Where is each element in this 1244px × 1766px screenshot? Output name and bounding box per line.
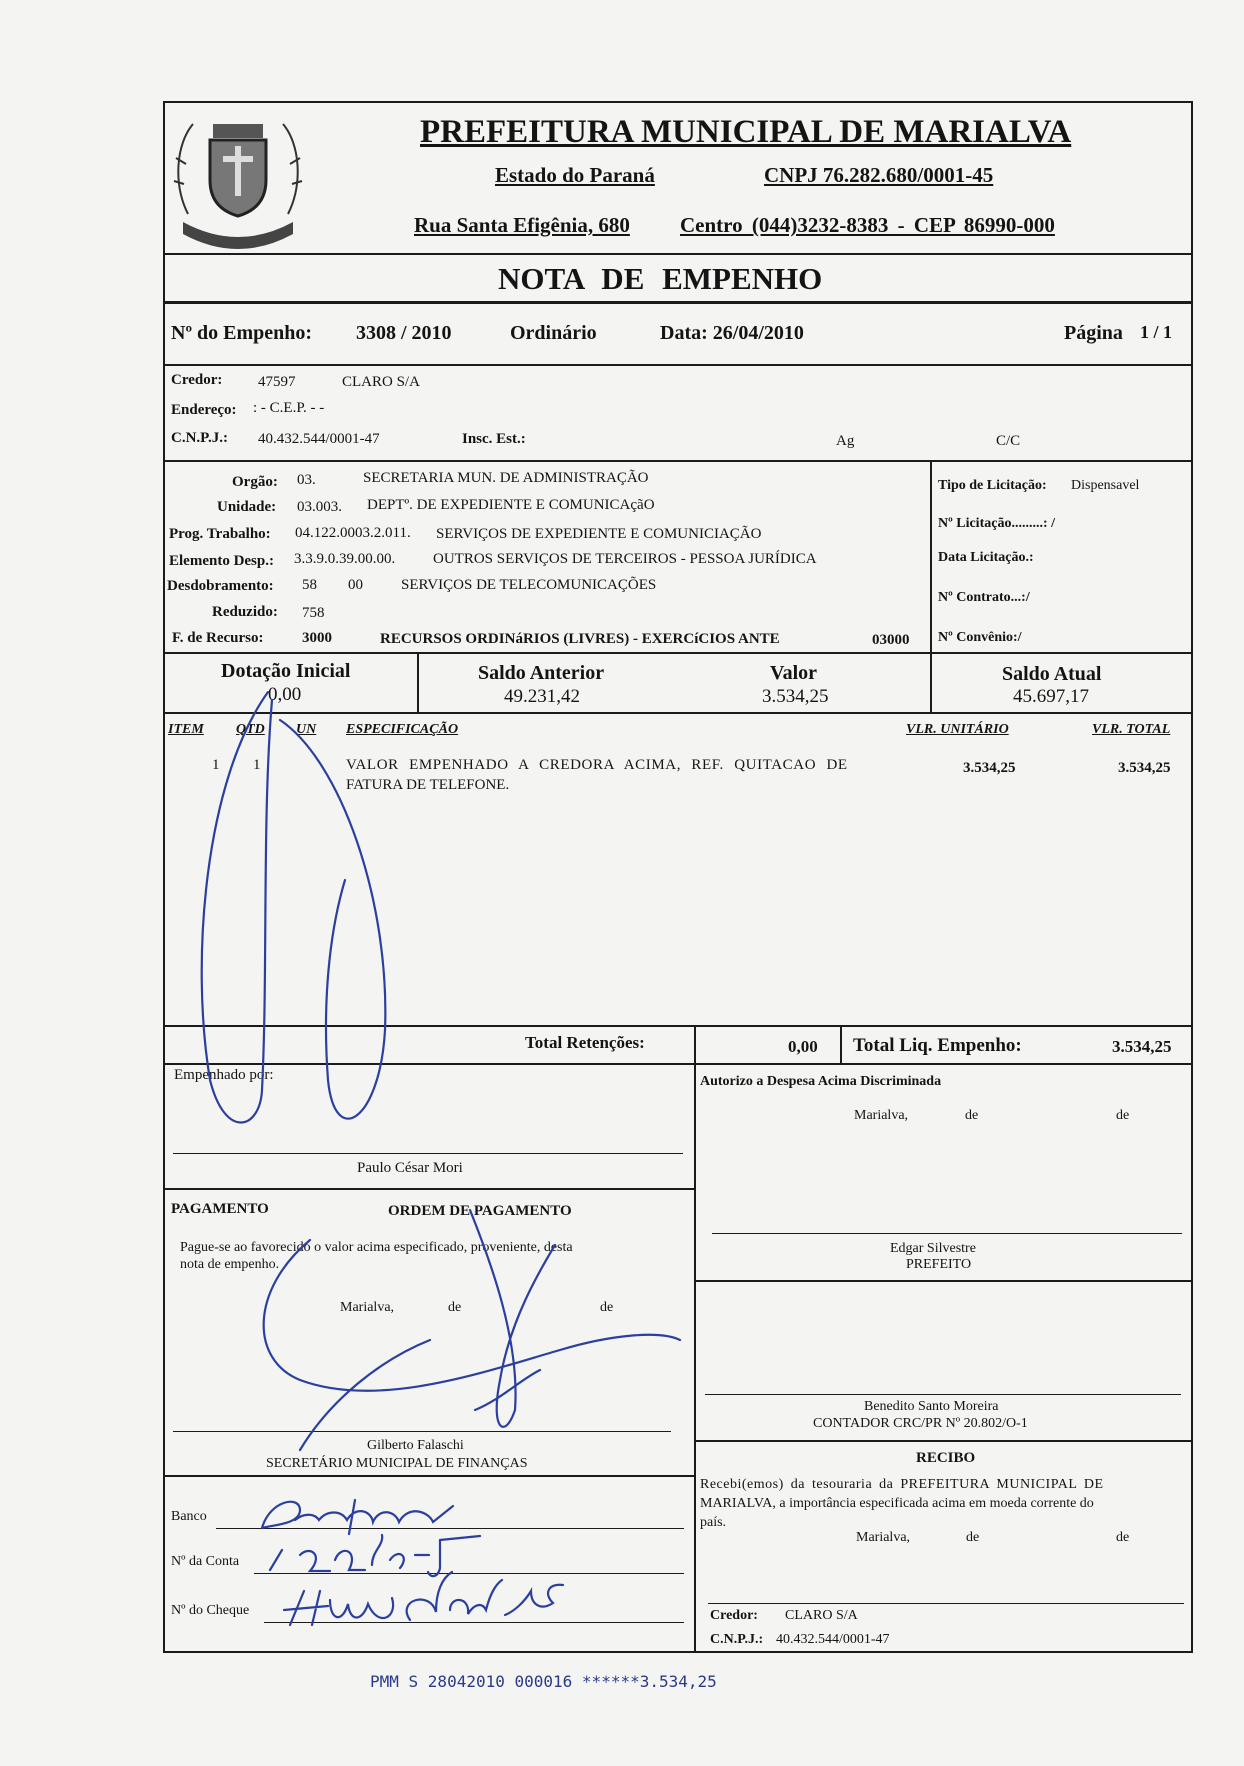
empenho-number: 3308 / 2010 — [356, 322, 452, 344]
coat-of-arms-logo — [168, 104, 308, 254]
col-especificacao: ESPECIFICAÇÃO — [346, 722, 459, 737]
ag-label: Ag — [836, 433, 855, 449]
prog-label: Prog. Trabalho: — [169, 526, 271, 542]
printed-stamp: PMM S 28042010 000016 ******3.534,25 — [370, 1672, 717, 1691]
recibo-cnpj-label: C.N.P.J.: — [710, 1632, 764, 1647]
tipo-licitacao-label: Tipo de Licitação: — [938, 478, 1047, 493]
empenho-label: Nº do Empenho: — [171, 322, 313, 344]
unidade-desc: DEPTº. DE EXPEDIENTE E COMUNICAçãO — [367, 497, 655, 513]
recurso-code: 3000 — [302, 630, 332, 646]
item-total-value: 3.534,25 — [1118, 760, 1171, 776]
autorizo-de2: de — [1116, 1108, 1130, 1123]
col-item: ITEM — [168, 722, 204, 737]
ordem-pagamento-label: ORDEM DE PAGAMENTO — [388, 1203, 572, 1219]
saldo-atual-value: 45.697,17 — [1013, 686, 1089, 707]
data-licitacao: Data Licitação.: — [938, 550, 1034, 565]
reduzido-label: Reduzido: — [212, 604, 278, 620]
endereco-value: : - C.E.P. - - — [253, 400, 325, 416]
desd-code2: 00 — [348, 577, 363, 593]
recibo-city: Marialva, — [856, 1530, 911, 1545]
recibo-cnpj: 40.432.544/0001-47 — [776, 1632, 890, 1647]
reduzido-code: 758 — [302, 605, 325, 621]
dotacao-label: Dotação Inicial — [221, 660, 351, 682]
contador-role: CONTADOR CRC/PR Nº 20.802/O-1 — [813, 1416, 1028, 1431]
autorizo-name: Edgar Silvestre — [890, 1241, 976, 1256]
elem-label: Elemento Desp.: — [169, 553, 274, 569]
credor-name: CLARO S/A — [342, 374, 420, 390]
page-label: Página — [1064, 322, 1123, 344]
item-unit-value: 3.534,25 — [963, 760, 1016, 776]
recibo-text2: MARIALVA, a importância especificada acima em moeda corrente do — [700, 1496, 1094, 1511]
header-cnpj: CNPJ 76.282.680/0001-45 — [764, 163, 994, 187]
recibo-de2: de — [1116, 1530, 1130, 1545]
pagamento-de2: de — [600, 1300, 614, 1315]
col-un: UN — [296, 722, 317, 737]
banco-label: Banco — [171, 1509, 207, 1524]
orgao-desc: SECRETARIA MUN. DE ADMINISTRAÇÃO — [363, 470, 649, 486]
valor-value: 3.534,25 — [762, 686, 829, 707]
tipo-licitacao-value: Dispensavel — [1071, 478, 1140, 493]
insc-label: Insc. Est.: — [462, 431, 526, 447]
empenhado-label: Empenhado por: — [174, 1067, 274, 1083]
header-state: Estado do Paraná — [495, 163, 655, 187]
header-address: Rua Santa Efigênia, 680 — [414, 213, 630, 237]
col-qtd: QTD — [236, 722, 265, 737]
total-liq-label: Total Liq. Empenho: — [853, 1035, 1022, 1056]
recibo-credor-label: Credor: — [710, 1608, 758, 1623]
credor-label: Credor: — [171, 372, 223, 388]
prog-code: 04.122.0003.2.011. — [295, 525, 411, 541]
recibo-text1: Recebi(emos) da tesouraria da PREFEITURA MUNICIPAL DE — [700, 1477, 1104, 1492]
unidade-label: Unidade: — [217, 499, 277, 515]
desd-label: Desdobramento: — [167, 578, 274, 594]
conta-label: Nº da Conta — [171, 1554, 240, 1569]
empenhado-name: Paulo César Mori — [357, 1160, 463, 1176]
pagamento-name: Gilberto Falaschi — [367, 1438, 464, 1453]
recurso-desc: RECURSOS ORDINáRIOS (LIVRES) - EXERCíCIOS ANTE — [380, 631, 780, 647]
recurso-label: F. de Recurso: — [172, 630, 264, 646]
total-retencoes-value: 0,00 — [788, 1037, 818, 1056]
unidade-code: 03.003. — [297, 499, 342, 515]
total-retencoes-label: Total Retenções: — [525, 1033, 645, 1052]
prog-desc: SERVIÇOS DE EXPEDIENTE E COMUNICIAÇÃO — [436, 526, 762, 542]
elem-desc: OUTROS SERVIÇOS DE TERCEIROS - PESSOA JURÍDICA — [433, 551, 817, 567]
valor-label: Valor — [770, 662, 818, 684]
doc-title: NOTA DE EMPENHO — [498, 261, 823, 296]
autorizo-de1: de — [965, 1108, 979, 1123]
numero-contrato: Nº Contrato...:/ — [938, 590, 1030, 605]
empenho-type: Ordinário — [510, 322, 597, 344]
header-title: PREFEITURA MUNICIPAL DE MARIALVA — [420, 114, 1072, 150]
pagamento-text2: nota de empenho. — [180, 1257, 280, 1272]
endereco-label: Endereço: — [171, 402, 237, 418]
dotacao-value: 0,00 — [268, 684, 302, 705]
orgao-code: 03. — [297, 472, 316, 488]
autorizo-label: Autorizo a Despesa Acima Discriminada — [700, 1074, 942, 1089]
item-number: 1 — [212, 757, 220, 773]
contador-name: Benedito Santo Moreira — [864, 1399, 999, 1414]
pagamento-city: Marialva, — [340, 1300, 395, 1315]
autorizo-role: PREFEITO — [906, 1257, 972, 1272]
desd-code: 58 — [302, 577, 317, 593]
saldo-anterior-value: 49.231,42 — [504, 686, 580, 707]
cheque-label: Nº do Cheque — [171, 1603, 250, 1618]
desd-desc: SERVIÇOS DE TELECOMUNICAÇÕES — [401, 577, 657, 593]
numero-licitacao: Nº Licitação.........: / — [938, 516, 1055, 531]
item-desc-line2: FATURA DE TELEFONE. — [346, 777, 510, 793]
elem-code: 3.3.9.0.39.00.00. — [294, 551, 396, 567]
page-number: 1 / 1 — [1140, 322, 1173, 342]
item-qtd: 1 — [253, 757, 261, 773]
recibo-title: RECIBO — [916, 1450, 976, 1466]
pagamento-de1: de — [448, 1300, 462, 1315]
orgao-label: Orgão: — [232, 474, 278, 490]
saldo-atual-label: Saldo Atual — [1002, 663, 1102, 685]
cnpj-value: 40.432.544/0001-47 — [258, 431, 380, 447]
autorizo-city: Marialva, — [854, 1108, 909, 1123]
recibo-text3: país. — [700, 1515, 727, 1530]
pagamento-role: SECRETÁRIO MUNICIPAL DE FINANÇAS — [266, 1456, 528, 1471]
credor-code: 47597 — [258, 374, 296, 390]
header-address-rest: Centro (044)3232-8383 - CEP 86990-000 — [680, 213, 1055, 237]
total-liq-value: 3.534,25 — [1112, 1037, 1172, 1056]
empenho-date: Data: 26/04/2010 — [660, 322, 804, 344]
item-desc-line1: VALOR EMPENHADO A CREDORA ACIMA, REF. QUITACAO DE — [346, 757, 848, 773]
pagamento-label: PAGAMENTO — [171, 1201, 269, 1217]
recibo-credor: CLARO S/A — [785, 1608, 858, 1623]
numero-convenio: Nº Convênio:/ — [938, 630, 1022, 645]
recibo-de1: de — [966, 1530, 980, 1545]
cnpj-label: C.N.P.J.: — [171, 430, 228, 446]
saldo-anterior-label: Saldo Anterior — [478, 662, 605, 684]
col-vlr-total: VLR. TOTAL — [1092, 722, 1171, 737]
col-vlr-unitario: VLR. UNITÁRIO — [906, 722, 1009, 737]
recurso-code2: 03000 — [872, 632, 910, 648]
cc-label: C/C — [996, 433, 1021, 449]
pagamento-text1: Pague-se ao favorecido o valor acima especificado, proveniente, desta — [180, 1240, 573, 1255]
